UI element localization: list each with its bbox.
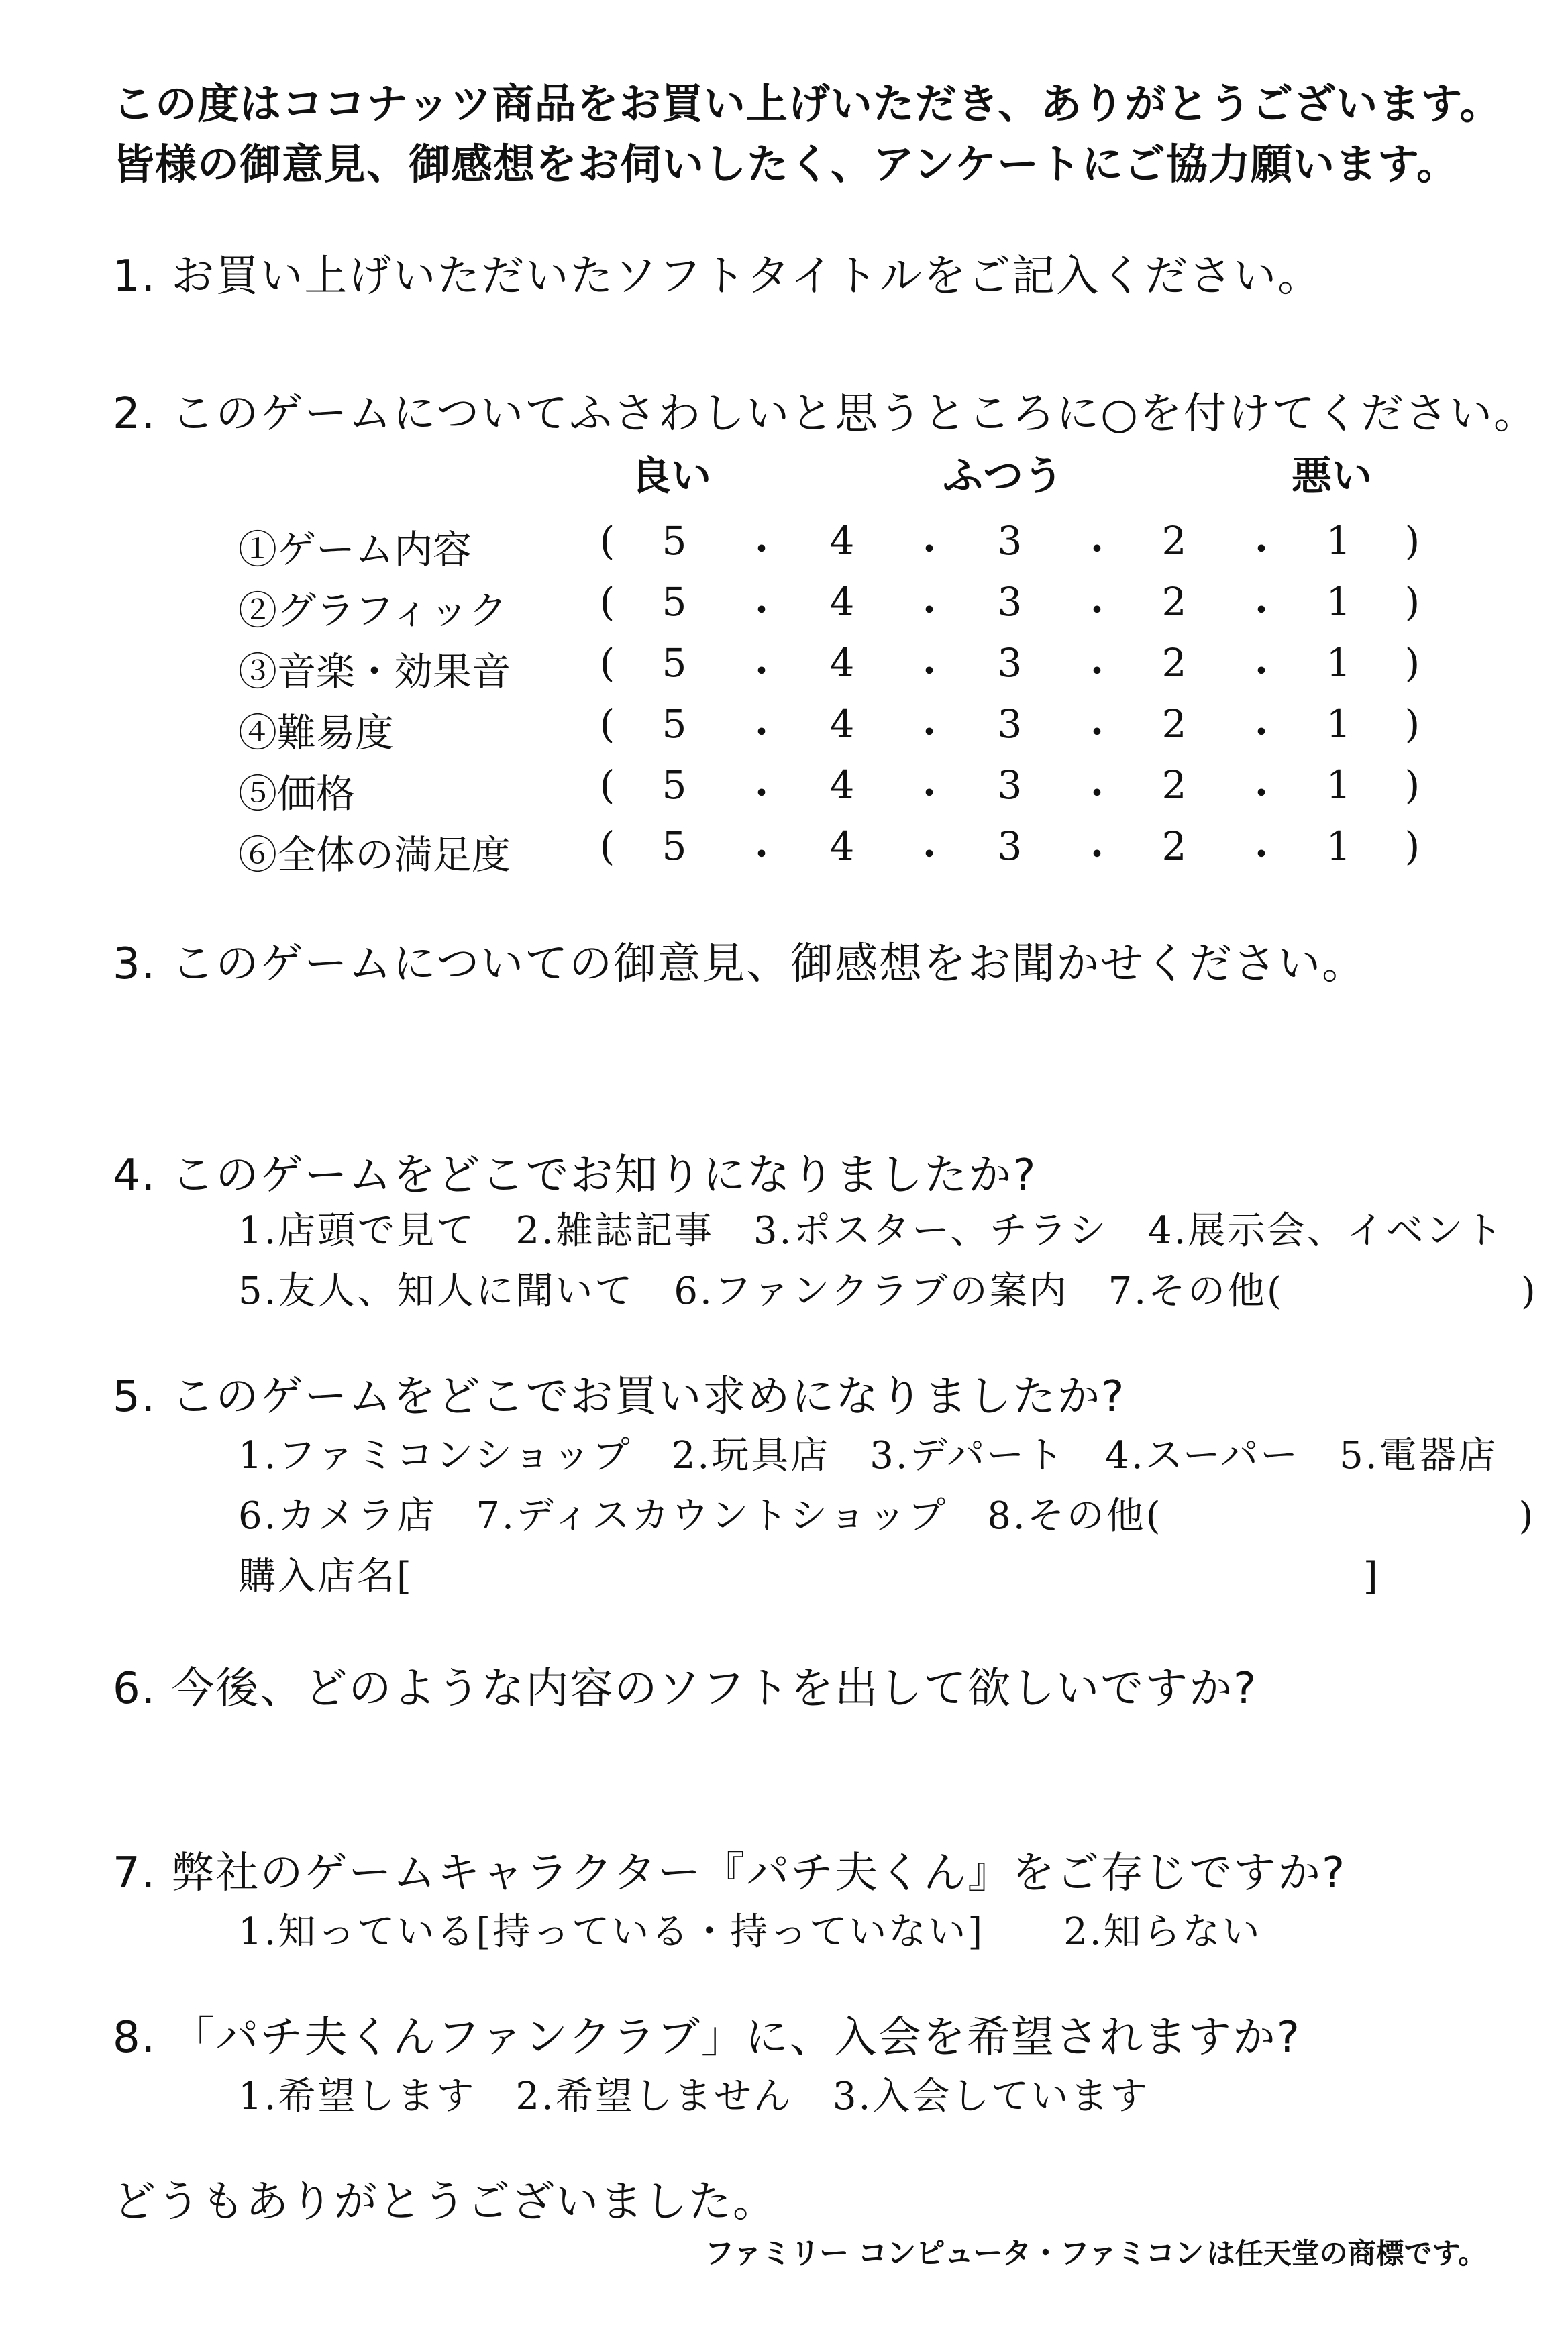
question-3: 3. このゲームについての御意見、御感想をお聞かせください。	[113, 939, 1367, 989]
rating-separator: ・	[1077, 771, 1116, 817]
rating-separator: ・	[1077, 710, 1116, 756]
rating-separator: ・	[741, 588, 781, 633]
rating-separator: ・	[909, 588, 949, 633]
rating-option[interactable]: 4	[829, 518, 855, 564]
question-8: 8. 「パチ夫くんファンクラブ」に、入会を希望されますか?	[113, 2013, 1301, 2063]
rating-paren: )	[1404, 640, 1420, 686]
closing-message: どうもありがとうございました。	[113, 2177, 777, 2227]
rating-separator: ・	[1077, 527, 1116, 572]
rating-separator: ・	[1241, 771, 1281, 817]
rating-paren: (	[599, 518, 615, 564]
scale-label-average: ふつう	[943, 453, 1063, 500]
rating-option[interactable]: 1	[1326, 762, 1351, 808]
rating-separator: ・	[741, 771, 781, 817]
trademark-notice	[704, 2229, 1486, 2272]
rating-option[interactable]: 5	[662, 701, 687, 747]
question-8-options: 1.希望します 2.希望しません 3.入会しています	[238, 2075, 1150, 2118]
rating-option[interactable]: 2	[1161, 518, 1187, 564]
rating-paren: (	[599, 701, 615, 747]
rating-option[interactable]: 4	[829, 823, 855, 869]
rating-item-label: ①ゲーム内容	[238, 527, 472, 572]
rating-option[interactable]: 3	[997, 762, 1023, 808]
rating-item-label: ②グラフィック	[238, 588, 508, 633]
rating-item-label: ⑥全体の満足度	[238, 832, 511, 878]
intro-line-2: 皆様の御意見、御感想をお伺いしたく、アンケートにご協力願います。	[113, 140, 1459, 189]
rating-option[interactable]: 4	[829, 640, 855, 686]
trademark-brand-logo: ファミリー コンピュータ・ファミコン	[704, 2236, 1204, 2271]
question-5-options-line-2: 6.カメラ店 7.ディスカウントショップ 8.その他( )	[238, 1494, 1536, 1538]
rating-separator: ・	[1241, 710, 1281, 756]
rating-separator: ・	[741, 527, 781, 572]
rating-option[interactable]: 1	[1326, 640, 1351, 686]
rating-option[interactable]: 1	[1326, 823, 1351, 869]
rating-option[interactable]: 2	[1161, 762, 1187, 808]
rating-option[interactable]: 1	[1326, 579, 1351, 625]
rating-paren: (	[599, 762, 615, 808]
intro-line-1: この度はココナッツ商品をお買い上げいただき、ありがとうございます。	[113, 79, 1502, 128]
question-4: 4. このゲームをどこでお知りになりましたか?	[113, 1151, 1037, 1200]
question-5: 5. このゲームをどこでお買い求めになりましたか?	[113, 1372, 1126, 1422]
rating-paren: (	[599, 823, 615, 869]
rating-option[interactable]: 2	[1161, 823, 1187, 869]
question-4-options-line-1: 1.店頭で見て 2.雑誌記事 3.ポスター、チラシ 4.展示会、イベント	[238, 1209, 1505, 1253]
rating-item-label: ④難易度	[238, 710, 395, 756]
rating-separator: ・	[909, 649, 949, 694]
rating-item-label: ③音楽・効果音	[238, 649, 511, 694]
rating-option[interactable]: 5	[662, 823, 687, 869]
rating-option[interactable]: 5	[662, 640, 687, 686]
rating-option[interactable]: 2	[1161, 640, 1187, 686]
question-2: 2. このゲームについてふさわしいと思うところに○を付けてください。	[113, 389, 1538, 439]
rating-option[interactable]: 4	[829, 579, 855, 625]
rating-option[interactable]: 4	[829, 701, 855, 747]
rating-separator: ・	[1077, 588, 1116, 633]
rating-option[interactable]: 1	[1326, 701, 1351, 747]
rating-option[interactable]: 5	[662, 762, 687, 808]
rating-option[interactable]: 3	[997, 518, 1023, 564]
rating-separator: ・	[909, 527, 949, 572]
rating-separator: ・	[909, 710, 949, 756]
rating-option[interactable]: 3	[997, 701, 1023, 747]
rating-separator: ・	[1241, 832, 1281, 878]
rating-paren: )	[1404, 701, 1420, 747]
rating-paren: )	[1404, 823, 1420, 869]
rating-option[interactable]: 2	[1161, 579, 1187, 625]
rating-paren: )	[1404, 762, 1420, 808]
rating-paren: (	[599, 640, 615, 686]
rating-separator: ・	[1241, 527, 1281, 572]
rating-option[interactable]: 4	[829, 762, 855, 808]
rating-option[interactable]: 5	[662, 518, 687, 564]
rating-option[interactable]: 1	[1326, 518, 1351, 564]
rating-paren: (	[599, 579, 615, 625]
question-6: 6. 今後、どのような内容のソフトを出して欲しいですか?	[113, 1664, 1258, 1714]
rating-option[interactable]: 3	[997, 823, 1023, 869]
rating-separator: ・	[1077, 649, 1116, 694]
rating-option[interactable]: 5	[662, 579, 687, 625]
rating-separator: ・	[909, 771, 949, 817]
rating-separator: ・	[909, 832, 949, 878]
rating-option[interactable]: 2	[1161, 701, 1187, 747]
scale-label-bad: 悪い	[1292, 453, 1372, 500]
rating-separator: ・	[1241, 649, 1281, 694]
purchase-store-name-field: 購入店名[ ]	[238, 1555, 1380, 1598]
scale-label-good: 良い	[631, 453, 711, 500]
trademark-text: は任天堂の商標です。	[1206, 2237, 1487, 2270]
rating-paren: )	[1404, 518, 1420, 564]
rating-option[interactable]: 3	[997, 579, 1023, 625]
rating-paren: )	[1404, 579, 1420, 625]
question-5-options-line-1: 1.ファミコンショップ 2.玩具店 3.デパート 4.スーパー 5.電器店	[238, 1434, 1498, 1477]
rating-separator: ・	[741, 649, 781, 694]
question-7: 7. 弊社のゲームキャラクター『パチ夫くん』をご存じですか?	[113, 1849, 1347, 1898]
question-4-options-line-2: 5.友人、知人に聞いて 6.ファンクラブの案内 7.その他( )	[238, 1269, 1538, 1313]
rating-separator: ・	[1077, 832, 1116, 878]
rating-separator: ・	[1241, 588, 1281, 633]
rating-option[interactable]: 3	[997, 640, 1023, 686]
question-7-options: 1.知っている[持っている・持っていない] 2.知らない	[238, 1910, 1262, 1954]
rating-separator: ・	[741, 832, 781, 878]
rating-item-label: ⑤価格	[238, 771, 356, 817]
rating-separator: ・	[741, 710, 781, 756]
question-1: 1. お買い上げいただいたソフトタイトルをご記入ください。	[113, 252, 1322, 301]
